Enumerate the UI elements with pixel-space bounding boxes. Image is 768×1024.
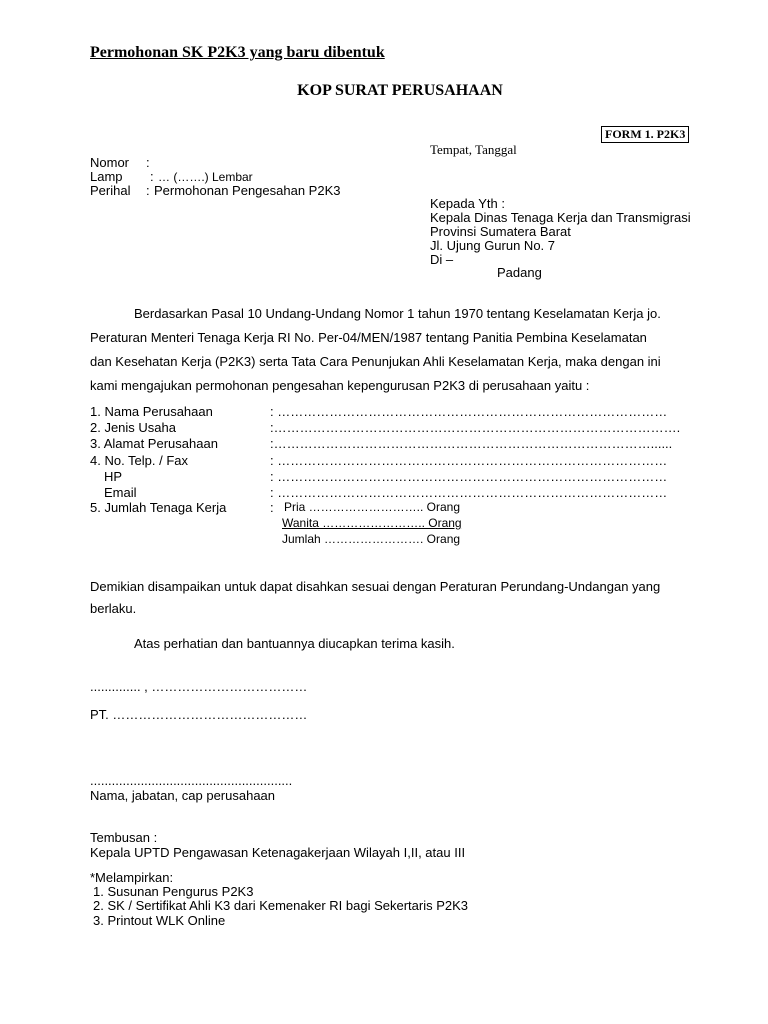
signature-company: PT. ……………………………………… (90, 707, 308, 722)
recipient-name: Kepala Dinas Tenaga Kerja dan Transmigrasi (430, 210, 691, 225)
lamp-value: … (…….) Lembar (158, 170, 253, 184)
field-nama-perusahaan-blank: : ……………………………………………………………………………… (270, 404, 668, 419)
field-email: Email : ……………………………………………………………………………… (104, 485, 668, 500)
nomor-row (90, 155, 154, 170)
body-line-4: kami mengajukan permohonan pengesahan kepengurusan P2K3 di perusahaan yaitu : (90, 378, 590, 393)
closing-line-2: berlaku. (90, 601, 137, 616)
field-telp-fax-blank: : ……………………………………………………………………………… (270, 453, 668, 468)
document-title: Permohonan SK P2K3 yang baru dibentuk (90, 44, 385, 61)
nomor-label: Nomor (90, 155, 130, 170)
recipient-address: Jl. Ujung Gurun No. 7 (430, 238, 556, 253)
field-jenis-usaha: 2. Jenis Usaha :…………………………………………………………………………………. (90, 420, 681, 435)
form-code-box: FORM 1. P2K3 (601, 126, 689, 143)
perihal-value: Permohonan Pengesahan P2K3 (154, 183, 341, 198)
body-line-2: Peraturan Menteri Tenaga Kerja RI No. Per-04/MEN/1987 tentang Panitia Pembina Keselamatan (90, 330, 647, 345)
body-line-3: dan Kesehatan Kerja (P2K3) serta Tata Cara Penunjukan Ahli Keselamatan Kerja, maka dengan ini (90, 354, 661, 369)
letterhead-placeholder: KOP SURAT PERUSAHAAN (297, 82, 503, 99)
field-alamat-perusahaan: 3. Alamat Perusahaan :……………………………………………………………………………...... (90, 436, 673, 451)
field-jumlah-tenaga-kerja: 5. Jumlah Tenaga Kerja : (90, 500, 274, 515)
field-telp-fax: 4. No. Telp. / Fax : ……………………………………………………………………………… (90, 453, 668, 468)
attachments-title: *Melampirkan: (90, 870, 174, 885)
body-line-1: Berdasarkan Pasal 10 Undang-Undang Nomor 1 tahun 1970 tentang Keselamatan Kerja jo. (134, 306, 661, 321)
field-nama-perusahaan: 1. Nama Perusahaan : ……………………………………………………………………………… (90, 404, 668, 419)
lamp-colon: : (150, 169, 154, 184)
lamp-row (90, 169, 253, 184)
worker-pria: Pria ……………………….. Orang (284, 500, 461, 514)
field-hp-blank: : ……………………………………………………………………………… (270, 469, 668, 484)
body-paragraph (90, 302, 698, 398)
recipient-di: Di – (430, 252, 454, 267)
field-hp: HP : ……………………………………………………………………………… (104, 469, 668, 484)
cc-recipient: Kepala UPTD Pengawasan Ketenagakerjaan Wilayah I,II, atau III (90, 845, 466, 860)
field-alamat-perusahaan-blank: :……………………………………………………………………………...... (270, 436, 673, 451)
place-date: Tempat, Tanggal (430, 142, 517, 157)
recipient-province: Provinsi Sumatera Barat (430, 224, 571, 239)
signature-line: ........................................................ (90, 773, 293, 788)
nomor-colon: : (146, 155, 150, 170)
signature-caption: Nama, jabatan, cap perusahaan (90, 788, 276, 803)
lamp-label: Lamp (90, 169, 123, 184)
closing-paragraph (90, 576, 700, 620)
attachment-item: 3. Printout WLK Online (93, 913, 226, 928)
worker-wanita: Wanita …………………….. Orang (282, 516, 462, 530)
closing-line-1: Demikian disampaikan untuk dapat disahkan sesuai dengan Peraturan Perundang-Undangan yang (90, 579, 661, 594)
worker-jumlah: Jumlah ……………………. Orang (282, 532, 461, 546)
field-jumlah-colon: : (270, 500, 274, 515)
cc-title: Tembusan : (90, 830, 158, 845)
perihal-row (90, 183, 340, 198)
perihal-colon: : (146, 183, 150, 198)
attachment-item: 2. SK / Sertifikat Ahli K3 dari Kemenaker RI bagi Sekertaris P2K3 (93, 898, 469, 913)
signature-place-date: .............. , ……………………………… (90, 679, 308, 694)
field-email-blank: : ……………………………………………………………………………… (270, 485, 668, 500)
attachment-item: 1. Susunan Pengurus P2K3 (93, 884, 254, 899)
field-jenis-usaha-blank: :…………………………………………………………………………………. (270, 420, 681, 435)
perihal-label: Perihal (90, 183, 131, 198)
recipient-city: Padang (497, 265, 542, 280)
thanks-line: Atas perhatian dan bantuannya diucapkan terima kasih. (134, 636, 455, 651)
recipient-greeting: Kepada Yth : (430, 196, 505, 211)
